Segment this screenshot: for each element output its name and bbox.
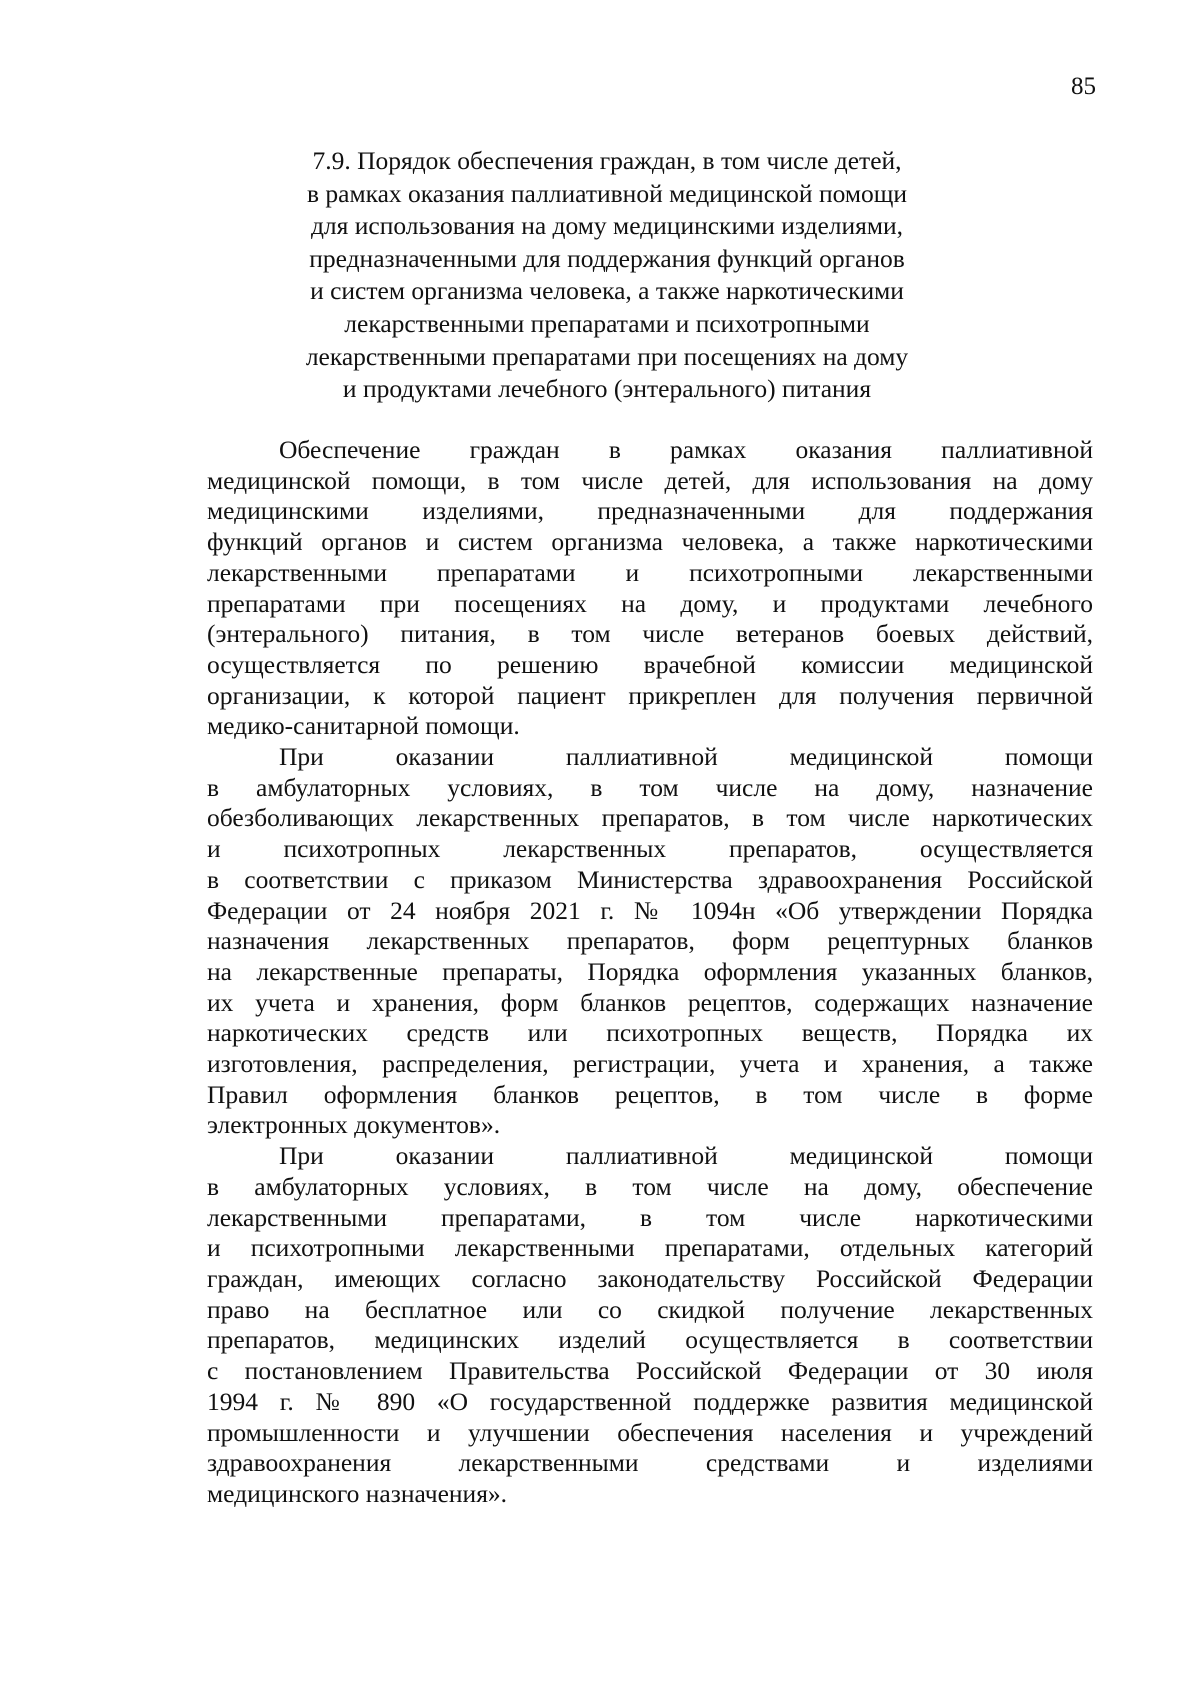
paragraph-line: препаратами при посещениях на дому, и продуктами лечебного: [207, 588, 1093, 618]
paragraph-line: (энтерального) питания, в том числе ветеранов боевых действий,: [207, 619, 1093, 649]
paragraph-line: на лекарственные препараты, Порядка оформления указанных бланков,: [207, 956, 1093, 986]
section-title: [230, 145, 984, 406]
paragraph-line: право на бесплатное или со скидкой получение лекарственных: [207, 1294, 1093, 1324]
paragraph-line: с постановлением Правительства Российской Федерации от 30 июля: [207, 1356, 1093, 1386]
paragraph-line: граждан, имеющих согласно законодательству Российской Федерации: [207, 1263, 1093, 1293]
paragraph-line: Федерации от 24 ноября 2021 г. № 1094н «Об утверждении Порядка: [207, 895, 1093, 925]
title-line: для использования на дому медицинскими изделиями,: [310, 211, 904, 241]
title-line: лекарственными препаратами при посещениях на дому: [305, 341, 909, 371]
paragraph-line: здравоохранения лекарственными средствами и изделиями: [207, 1448, 1093, 1478]
paragraph-line: медицинского назначения».: [207, 1478, 508, 1508]
paragraph-drug-supply: [207, 1141, 1093, 1509]
paragraph-line: обезболивающих лекарственных препаратов, в том числе наркотических: [207, 803, 1093, 833]
paragraph-line: лекарственными препаратами и психотропными лекарственными: [207, 557, 1093, 587]
title-line: 7.9. Порядок обеспечения граждан, в том числе детей,: [312, 146, 902, 175]
paragraph-line: Правил оформления бланков рецептов, в том числе в форме: [207, 1079, 1093, 1109]
title-line: лекарственными препаратами и психотропными: [344, 308, 870, 338]
paragraph-line: изготовления, распределения, регистрации, учета и хранения, а также: [207, 1049, 1093, 1079]
paragraph-line: наркотических средств или психотропных веществ, Порядка их: [207, 1018, 1093, 1048]
paragraph-line: промышленности и улучшении обеспечения населения и учреждений: [207, 1417, 1093, 1447]
paragraph-line: медицинской помощи, в том числе детей, для использования на дому: [207, 465, 1093, 495]
paragraph-line: в соответствии с приказом Министерства здравоохранения Российской: [207, 864, 1093, 894]
paragraph-line: 1994 г. № 890 «О государственной поддержке развития медицинской: [207, 1386, 1093, 1416]
paragraph-line: функций органов и систем организма человека, а также наркотическими: [207, 527, 1093, 557]
paragraph-analgesic-prescription: [207, 742, 1093, 1141]
paragraph-line: лекарственными препаратами, в том числе наркотическими: [207, 1202, 1093, 1232]
paragraph-line: организации, к которой пациент прикреплен для получения первичной: [207, 680, 1093, 710]
paragraph-line: медицинскими изделиями, предназначенными для поддержания: [207, 496, 1093, 526]
paragraph-line: назначения лекарственных препаратов, форм рецептурных бланков: [207, 926, 1093, 956]
paragraph-line: электронных документов».: [207, 1110, 501, 1140]
paragraph-line: их учета и хранения, форм бланков рецептов, содержащих назначение: [207, 987, 1093, 1017]
paragraph-line: Обеспечение граждан в рамках оказания паллиативной: [279, 435, 1093, 464]
title-line: в рамках оказания паллиативной медицинской помощи: [306, 178, 908, 208]
paragraph-line: медико-санитарной помощи.: [207, 711, 520, 741]
paragraph-line: и психотропными лекарственными препаратами, отдельных категорий: [207, 1233, 1093, 1263]
title-line: предназначенными для поддержания функций органов: [309, 243, 905, 273]
paragraph-line: препаратов, медицинских изделий осуществляется в соответствии: [207, 1325, 1093, 1355]
paragraph-provision-basis: [207, 435, 1093, 742]
paragraph-line: осуществляется по решению врачебной комиссии медицинской: [207, 649, 1093, 679]
paragraph-line: в амбулаторных условиях, в том числе на дому, обеспечение: [207, 1171, 1093, 1201]
document-body: [207, 435, 1093, 1510]
paragraph-line: и психотропных лекарственных препаратов, осуществляется: [207, 834, 1093, 864]
paragraph-line: При оказании паллиативной медицинской помощи: [279, 1141, 1093, 1171]
title-line: и систем организма человека, а также наркотическими: [310, 276, 904, 306]
title-line: и продуктами лечебного (энтерального) питания: [342, 374, 872, 404]
paragraph-line: При оказании паллиативной медицинской помощи: [279, 742, 1093, 772]
page-number: 85: [1071, 73, 1096, 100]
paragraph-line: в амбулаторных условиях, в том числе на дому, назначение: [207, 772, 1093, 802]
